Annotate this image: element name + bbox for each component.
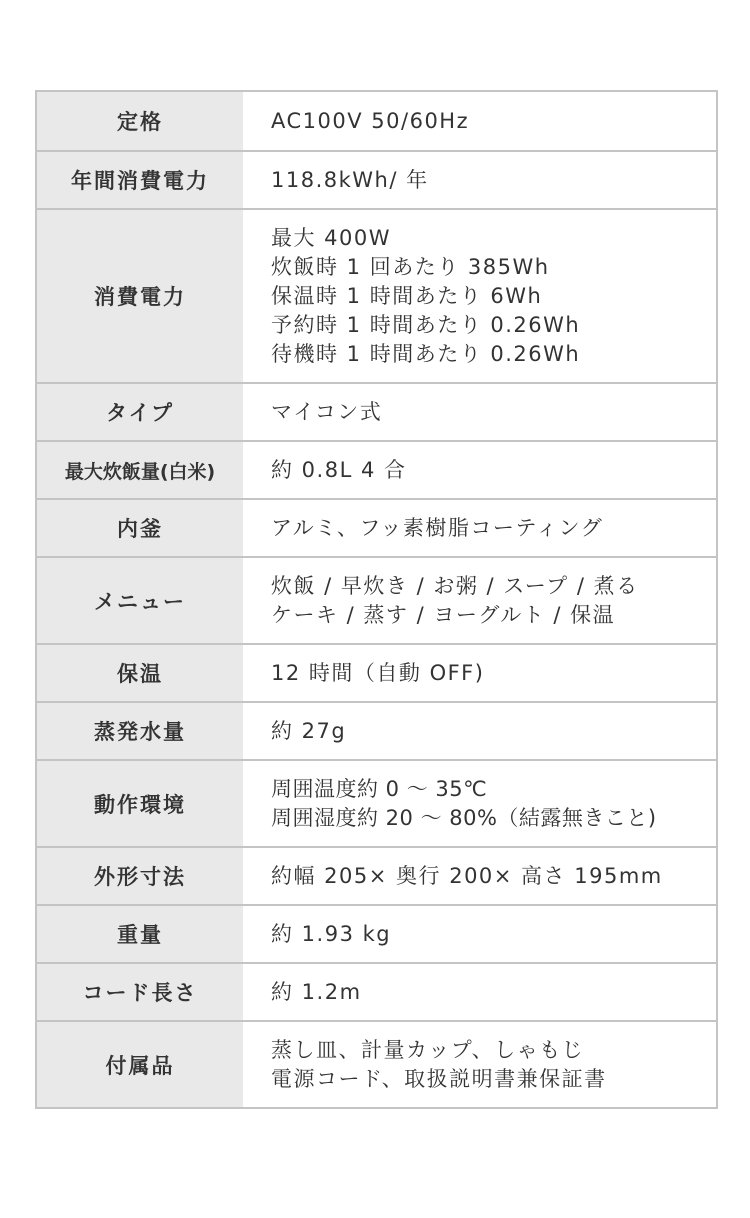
spec-value-line: 予約時 1 時間あたり 0.26Wh: [271, 312, 581, 337]
spec-row-power-consumption: [37, 208, 716, 382]
spec-value-line: 約幅 205× 奥行 200× 高さ 195mm: [271, 863, 663, 888]
spec-row-annual-power: [37, 150, 716, 208]
spec-value: [243, 558, 716, 643]
spec-value-line: 最大 400W: [271, 225, 392, 250]
spec-value: [243, 703, 716, 759]
spec-label: 外形寸法: [37, 848, 243, 904]
spec-row-accessories: [37, 1020, 716, 1107]
spec-value: [243, 152, 716, 208]
spec-label: 重量: [37, 906, 243, 962]
spec-value-line: 炊飯時 1 回あたり 385Wh: [271, 254, 550, 279]
spec-row-evaporation: [37, 701, 716, 759]
spec-value-line: 約 1.93 kg: [271, 921, 392, 946]
spec-value-line: 炊飯 / 早炊き / お粥 / スープ / 煮る: [271, 573, 639, 598]
spec-value: [243, 761, 716, 846]
spec-value-line: 蒸し皿、計量カップ、しゃもじ: [271, 1037, 585, 1062]
spec-row-dimensions: [37, 846, 716, 904]
spec-row-inner-pot: [37, 498, 716, 556]
spec-row-rating: [37, 92, 716, 150]
spec-value: [243, 848, 716, 904]
spec-label: 年間消費電力: [37, 152, 243, 208]
spec-label: タイプ: [37, 384, 243, 440]
spec-value-line: 周囲湿度約 20 ～ 80%（結露無きこと): [271, 805, 657, 830]
spec-value-line: 12 時間（自動 OFF): [271, 660, 485, 685]
spec-value-line: 保温時 1 時間あたり 6Wh: [271, 283, 543, 308]
spec-row-weight: [37, 904, 716, 962]
spec-value-line: アルミ、フッ素樹脂コーティング: [271, 515, 604, 540]
spec-row-max-capacity: [37, 440, 716, 498]
spec-value-line: 周囲温度約 0 ～ 35℃: [271, 776, 488, 801]
spec-row-environment: [37, 759, 716, 846]
spec-label: 付属品: [37, 1022, 243, 1107]
spec-value-line: 約 27g: [271, 718, 347, 743]
spec-label: 内釜: [37, 500, 243, 556]
spec-value: [243, 92, 716, 150]
spec-value: [243, 1022, 716, 1107]
spec-value: [243, 906, 716, 962]
spec-value: [243, 964, 716, 1020]
spec-row-menu: [37, 556, 716, 643]
spec-value-line: 約 1.2m: [271, 979, 362, 1004]
spec-value: [243, 384, 716, 440]
spec-value-line: 約 0.8L 4 合: [271, 457, 407, 482]
spec-value: [243, 210, 716, 382]
spec-value-line: AC100V 50/60Hz: [271, 108, 470, 133]
spec-label: メニュー: [37, 558, 243, 643]
spec-value-line: ケーキ / 蒸す / ヨーグルト / 保温: [271, 602, 616, 627]
spec-value-line: 待機時 1 時間あたり 0.26Wh: [271, 341, 581, 366]
spec-value: [243, 645, 716, 701]
spec-value-line: 118.8kWh/ 年: [271, 167, 429, 192]
spec-value-line: 電源コード、取扱説明書兼保証書: [271, 1066, 607, 1091]
spec-label: 動作環境: [37, 761, 243, 846]
spec-value: [243, 442, 716, 498]
spec-label: 最大炊飯量(白米): [37, 442, 243, 498]
spec-label: 保温: [37, 645, 243, 701]
spec-row-keep-warm: [37, 643, 716, 701]
spec-row-cord-length: [37, 962, 716, 1020]
spec-label: 消費電力: [37, 210, 243, 382]
spec-table: [35, 90, 718, 1109]
spec-value: [243, 500, 716, 556]
spec-value-line: マイコン式: [271, 399, 383, 424]
spec-row-type: [37, 382, 716, 440]
spec-label: コード長さ: [37, 964, 243, 1020]
spec-label: 蒸発水量: [37, 703, 243, 759]
spec-label: 定格: [37, 92, 243, 150]
